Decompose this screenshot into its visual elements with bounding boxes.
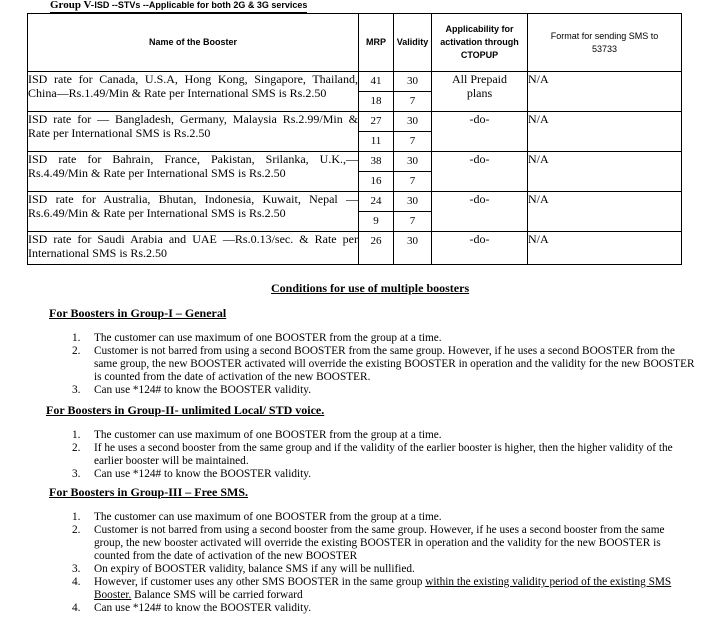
item-number: 4.	[72, 576, 81, 588]
mrp-cell: 18	[359, 92, 394, 112]
validity-cell: 7	[394, 92, 432, 112]
header-name: Name of the Booster	[28, 14, 359, 72]
format-cell: N/A	[528, 112, 682, 152]
list-item	[72, 345, 696, 384]
conditions-title: Conditions for use of multiple boosters	[271, 281, 470, 295]
list-item	[72, 576, 696, 602]
table-row	[28, 192, 682, 212]
table-row	[28, 152, 682, 172]
item-text: Customer is not barred from using a second booster from the same group. However, if he uses a second booster from the same group, the new booster activated will override the existing BOOSTER in operation and the validity for the new BOOSTER is counted from the date of activation of the new BOOSTER	[94, 524, 665, 562]
section-heading	[50, 0, 307, 13]
item-text: The customer can use maximum of one BOOSTER from the group at a time.	[94, 429, 442, 441]
list-item	[72, 524, 696, 563]
validity-cell: 30	[394, 152, 432, 172]
list-item	[72, 563, 696, 576]
item-number: 1.	[72, 429, 81, 441]
booster-name: ISD rate for Canada, U.S.A, Hong Kong, Singapore, Thailand, China—Rs.1.49/Min & Rate per International SMS is Rs.2.50	[28, 72, 359, 112]
header-format: Format for sending SMS to 53733	[528, 14, 682, 72]
validity-cell: 30	[394, 112, 432, 132]
item-text: Can use *124# to know the BOOSTER validity.	[94, 384, 312, 396]
item-text: On expiry of BOOSTER validity, balance SMS if any will be nullified.	[94, 563, 415, 575]
item-number: 2.	[72, 442, 81, 454]
list-item	[72, 384, 696, 397]
list-item	[72, 332, 696, 345]
header-applicability: Applicability for activation through CTOPUP	[432, 14, 528, 72]
table-row	[28, 232, 682, 265]
format-cell: N/A	[528, 232, 682, 265]
list-item	[72, 511, 696, 524]
booster-table	[27, 13, 682, 265]
item-text: However, if customer uses any other SMS BOOSTER in the same group	[94, 576, 426, 588]
item-text: Can use *124# to know the BOOSTER validity.	[94, 468, 312, 480]
validity-cell: 30	[394, 72, 432, 92]
item-text: Balance SMS will be carried forward	[131, 589, 303, 601]
group-3-title: For Boosters in Group-III – Free SMS.	[49, 485, 249, 499]
item-number: 3.	[72, 468, 81, 480]
applicability-cell: All Prepaid plans	[432, 72, 528, 112]
header-mrp: MRP	[359, 14, 394, 72]
format-cell: N/A	[528, 152, 682, 192]
item-text: The customer can use maximum of one BOOSTER from the group at a time.	[94, 332, 442, 344]
applicability-cell: -do-	[432, 232, 528, 265]
validity-cell: 30	[394, 232, 432, 265]
list-item	[72, 442, 696, 468]
booster-name: ISD rate for Saudi Arabia and UAE —Rs.0.13/sec. & Rate per International SMS is Rs.2.50	[28, 232, 359, 265]
item-text: If he uses a second booster from the same group and if the validity of the earlier booster is higher, then the higher validity of the earlier booster will be maintained.	[94, 442, 673, 467]
mrp-cell: 41	[359, 72, 394, 92]
item-text: Can use *124# to know the BOOSTER validity.	[94, 602, 312, 614]
item-number: 2.	[72, 345, 81, 357]
group-2-title: For Boosters in Group-II- unlimited Local/ STD voice.	[46, 403, 325, 417]
mrp-cell: 24	[359, 192, 394, 212]
mrp-cell: 27	[359, 112, 394, 132]
item-text-underlined: within the existing validity period of the existing SMS Booster.	[94, 576, 672, 601]
mrp-cell: 11	[359, 132, 394, 152]
item-number: 3.	[72, 563, 81, 575]
validity-cell: 7	[394, 212, 432, 232]
mrp-cell: 9	[359, 212, 394, 232]
validity-cell: 30	[394, 192, 432, 212]
item-number: 1.	[72, 511, 81, 523]
item-number: 3.	[72, 384, 81, 396]
applicability-cell: -do-	[432, 112, 528, 152]
booster-name: ISD rate for — Bangladesh, Germany, Malaysia Rs.2.99/Min & Rate per International SMS is Rs.2.50	[28, 112, 359, 152]
group-1-title: For Boosters in Group-I – General	[49, 306, 227, 320]
validity-cell: 7	[394, 172, 432, 192]
booster-name: ISD rate for Australia, Bhutan, Indonesia, Kuwait, Nepal —Rs.6.49/Min & Rate per International SMS is Rs.2.50	[28, 192, 359, 232]
mrp-cell: 16	[359, 172, 394, 192]
item-number: 1.	[72, 332, 81, 344]
group-1-rules	[72, 332, 696, 397]
applicability-cell: -do-	[432, 192, 528, 232]
section-heading-group: Group V-	[50, 0, 95, 11]
validity-cell: 7	[394, 132, 432, 152]
item-text: The customer can use maximum of one BOOSTER from the group at a time.	[94, 511, 442, 523]
booster-name: ISD rate for Bahrain, France, Pakistan, Srilanka, U.K.,— Rs.4.49/Min & Rate per International SMS is Rs.2.50	[28, 152, 359, 192]
section-heading-subtitle: ISD --STVs --Applicable for both 2G & 3G services	[94, 0, 308, 10]
list-item	[72, 429, 696, 442]
mrp-cell: 38	[359, 152, 394, 172]
table-row	[28, 72, 682, 92]
list-item	[72, 602, 696, 615]
format-cell: N/A	[528, 72, 682, 112]
header-validity: Validity	[394, 14, 432, 72]
group-2-rules	[72, 429, 696, 481]
item-number: 4.	[72, 602, 81, 614]
table-row	[28, 112, 682, 132]
applicability-cell: -do-	[432, 152, 528, 192]
group-3-rules	[72, 511, 696, 615]
format-cell: N/A	[528, 192, 682, 232]
list-item	[72, 468, 696, 481]
item-number: 2.	[72, 524, 81, 536]
table-header-row	[28, 14, 682, 72]
item-text: Customer is not barred from using a second BOOSTER from the same group. However, if he uses a second BOOSTER from the same group, the new BOOSTER activated will override the existing BOOSTER in operation and the validity for the new BOOSTER is counted from the date of activation of the new BOOSTER.	[94, 345, 695, 383]
mrp-cell: 26	[359, 232, 394, 265]
